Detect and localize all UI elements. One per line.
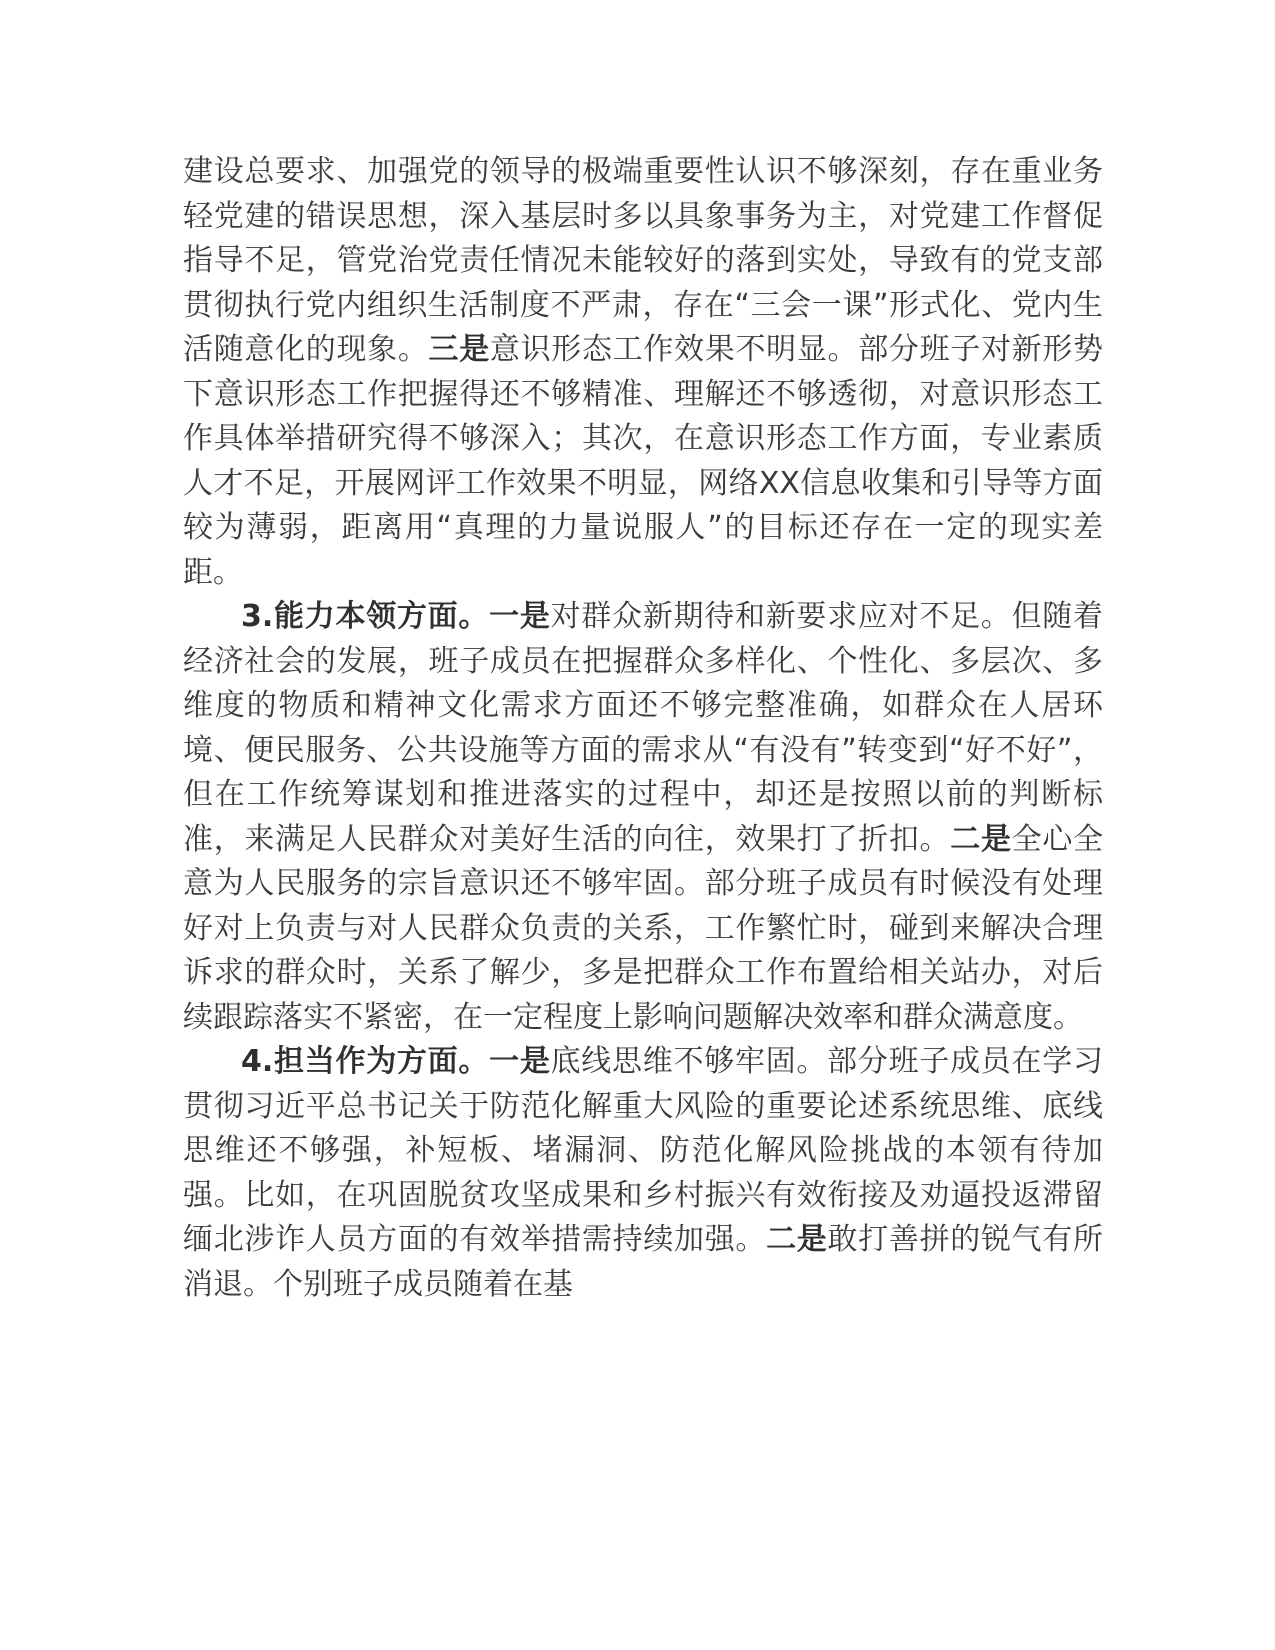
paragraph-text: 建设总要求、加强党的领导的极端重要性认识不够深刻，存在重业务轻党建的错误思想，深入基层时多以具象事务为主，对党建工作督促指导不足，管党治党责任情况未能较好的落到实处，导致有的党支部贯彻执行党内组织生活制度不严肃，存在“三会一课”形式化、党内生活随意化的现象。 <box>183 154 1103 367</box>
document-body <box>183 150 1103 1307</box>
paragraph-text: 对群众新期待和新要求应对不足。但随着经济社会的发展，班子成员在把握群众多样化、个性化、多层次、多维度的物质和精神文化需求方面还不够完整准确，如群众在人居环境、便民服务、公共设施等方面的需求从“有没有”转变到“好不好”，但在工作统筹谋划和推进落实的过程中，却还是按照以前的判断标准，来满足人民群众对美好生活的向往，效果打了折扣。 <box>183 599 1103 857</box>
bold-lead-er-shi: 二是 <box>950 821 1012 857</box>
bold-lead-er-shi: 二是 <box>766 1222 828 1257</box>
bold-lead-san-shi: 三是 <box>428 332 490 367</box>
paragraph-party-building <box>183 150 1103 595</box>
paragraph-text: 意识形态工作效果不明显。部分班子对新形势下意识形态工作把握得还不够精准、理解还不够透彻，对意识形态工作具体举措研究得不够深入；其次，在意识形态工作方面，专业素质人才不足，开展网评工作效果不明显，网络XX信息收集和引导等方面较为薄弱，距离用“真理的力量说服人”的目标还存在一定的现实差距。 <box>183 332 1104 590</box>
section-heading-ability: 3.能力本领方面。一是 <box>241 599 551 634</box>
paragraph-text: 底线思维不够牢固。部分班子成员在学习贯彻习近平总书记关于防范化解重大风险的重要论述系统思维、底线思维还不够强，补短板、堵漏洞、防范化解风险挑战的本领有待加强。比如，在巩固脱贫攻坚成果和乡村振兴有效衔接及劝逼投返滞留缅北涉诈人员方面的有效举措需持续加强。 <box>183 1044 1103 1257</box>
paragraph-text: 敢打善拼的锐气有所消退。个别班子成员随着在基 <box>183 1222 1104 1302</box>
paragraph-ability <box>183 595 1103 1040</box>
section-heading-responsibility: 4.担当作为方面。一是 <box>241 1044 551 1079</box>
paragraph-responsibility <box>183 1040 1103 1307</box>
paragraph-text: 全心全意为人民服务的宗旨意识还不够牢固。部分班子成员有时候没有处理好对上负责与对人民群众负责的关系，工作繁忙时，碰到来解决合理诉求的群众时，关系了解少，多是把群众工作布置给相关站办，对后续跟踪落实不紧密，在一定程度上影响问题解决效率和群众满意度。 <box>183 821 1104 1035</box>
